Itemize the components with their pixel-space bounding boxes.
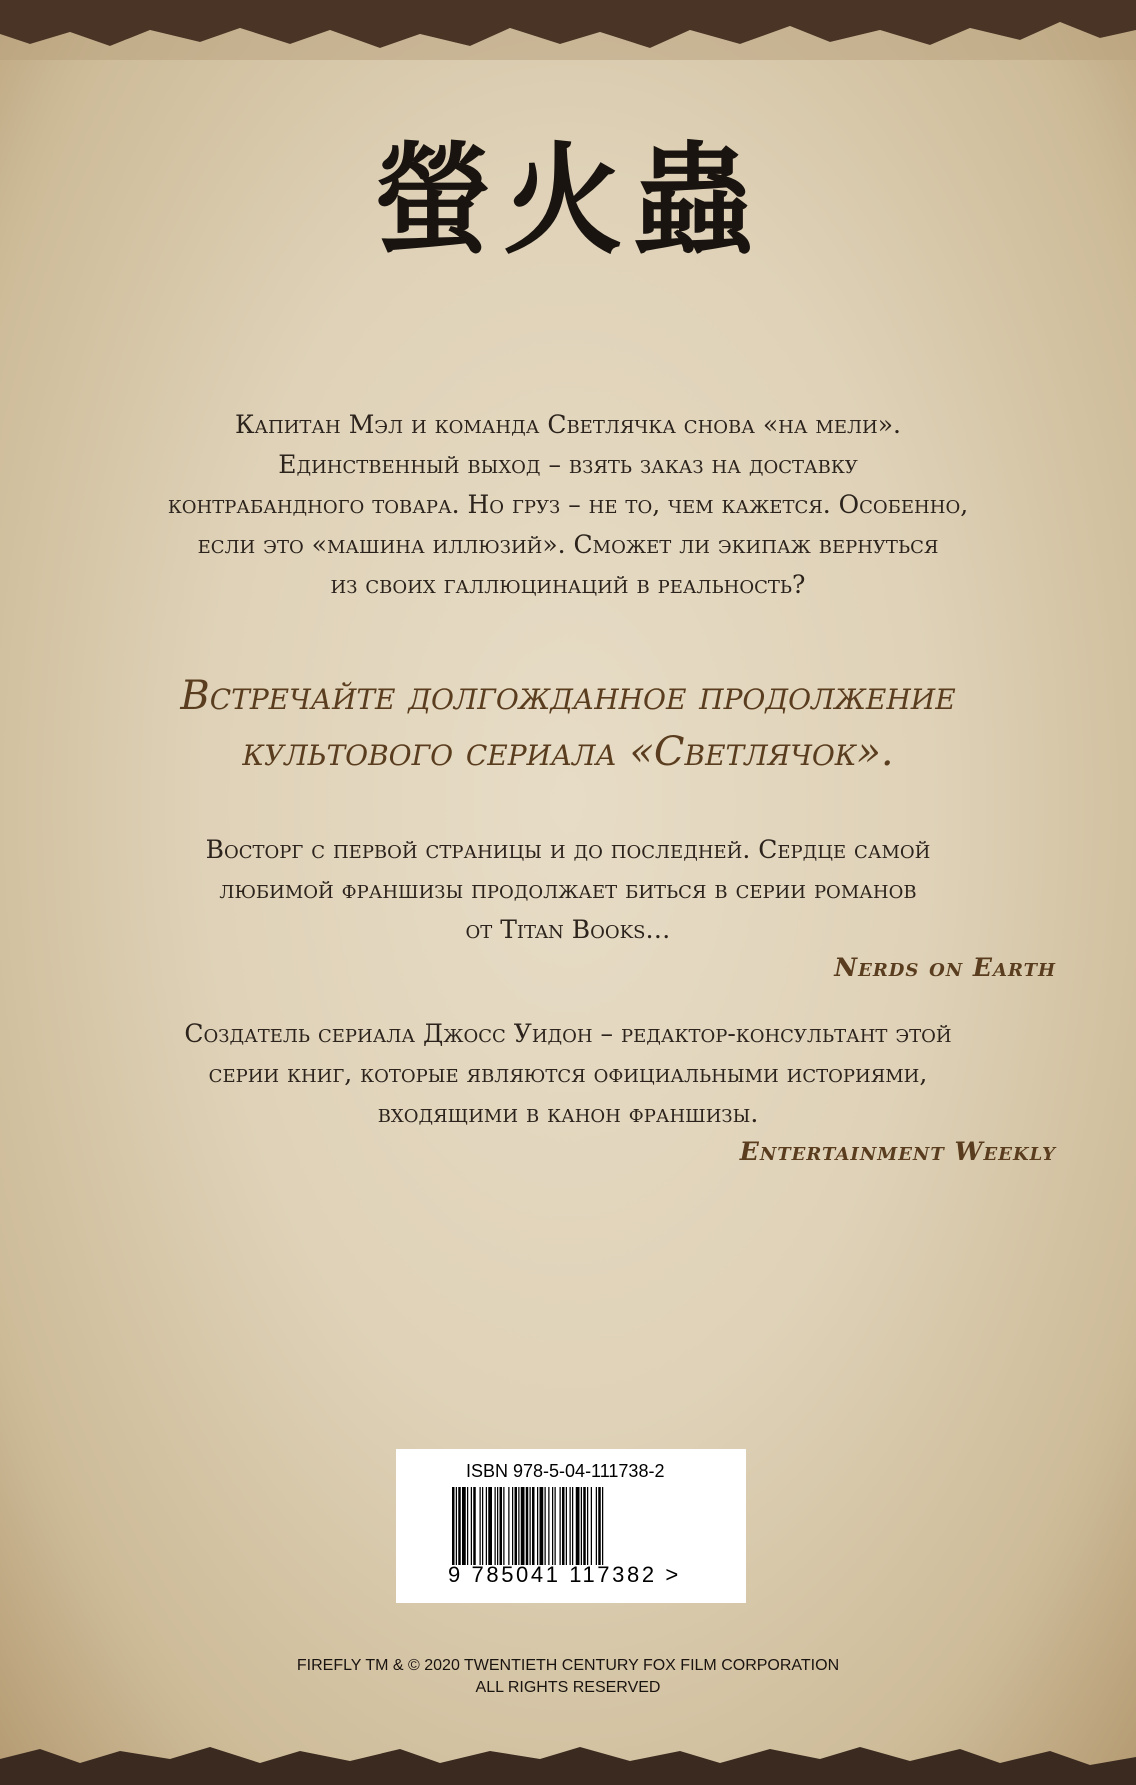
review-quote xyxy=(90,830,1046,950)
barcode-bar xyxy=(521,1487,525,1565)
barcode-bar xyxy=(581,1487,582,1565)
barcode-bar xyxy=(497,1487,498,1565)
barcode-bar xyxy=(555,1487,556,1565)
barcode-bar xyxy=(512,1487,513,1565)
barcode-bar xyxy=(530,1487,531,1565)
synopsis-text xyxy=(80,405,1056,605)
quote-line: Восторг с первой страницы и до последней. Сердце самой xyxy=(205,835,931,864)
review-source: Nerds on Earth xyxy=(834,953,1056,982)
barcode-bar xyxy=(587,1487,588,1565)
barcode-bar xyxy=(560,1487,561,1565)
barcode-bar xyxy=(486,1487,487,1565)
copyright-notice xyxy=(0,1655,1136,1699)
review-quote xyxy=(90,1014,1046,1134)
barcode-bar xyxy=(537,1487,538,1565)
copyright-line: ALL RIGHTS RESERVED xyxy=(475,1679,661,1696)
firefly-chinese-logo: 螢火蟲 xyxy=(373,132,763,271)
barcode-bar xyxy=(495,1487,496,1565)
isbn-barcode xyxy=(396,1449,746,1603)
quote-line: Создатель сериала Джосс Уидон – редактор-консультант этой xyxy=(184,1019,952,1048)
quote-line: входящими в канон франшизы. xyxy=(377,1099,759,1128)
barcode-bar xyxy=(458,1487,461,1565)
synopsis-line: Капитан Мэл и команда Светлячка снова «на мели». xyxy=(235,410,901,439)
barcode-digits: 9 785041 117382 > xyxy=(448,1562,681,1587)
barcode-bar xyxy=(552,1487,553,1565)
synopsis-line: если это «машина иллюзий». Сможет ли экипаж вернуться xyxy=(197,530,939,559)
tagline xyxy=(100,668,1036,780)
barcode-bar xyxy=(572,1487,573,1565)
barcode-bar xyxy=(602,1487,603,1565)
isbn-number: ISBN 978-5-04-111738-2 xyxy=(466,1461,665,1481)
barcode-bar xyxy=(482,1487,483,1565)
barcode-bars-icon xyxy=(452,1487,682,1565)
barcode-bar xyxy=(488,1487,492,1565)
tagline-line: культового сериала «Светлячок». xyxy=(242,729,894,775)
torn-top-edge xyxy=(0,0,1136,80)
barcode-bar xyxy=(480,1487,481,1565)
tagline-line: Встречайте долгожданное продолжение xyxy=(180,673,956,719)
barcode-bar xyxy=(583,1487,586,1565)
quote-line: от Titan Books… xyxy=(465,915,671,944)
barcode-bar xyxy=(467,1487,468,1565)
barcode-bar xyxy=(591,1487,592,1565)
synopsis-line: контрабандного товара. Но груз – не то, чем кажется. Особенно, xyxy=(167,490,969,519)
synopsis-line: из своих галлюцинаций в реальность? xyxy=(330,570,806,599)
barcode-bar xyxy=(540,1487,544,1565)
barcode-bar xyxy=(548,1487,549,1565)
barcode-bar xyxy=(503,1487,504,1565)
barcode-bar xyxy=(462,1487,466,1565)
quote-line: любимой франшизы продолжает биться в серии романов xyxy=(219,875,917,904)
barcode-bar xyxy=(598,1487,601,1565)
barcode-bar xyxy=(596,1487,597,1565)
barcode-bar xyxy=(532,1487,535,1565)
barcode-bar xyxy=(570,1487,571,1565)
barcode-bar xyxy=(473,1487,476,1565)
barcode-bar xyxy=(576,1487,580,1565)
barcode-bar xyxy=(500,1487,503,1565)
quote-line: серии книг, которые являются официальными историями, xyxy=(208,1059,928,1088)
torn-bottom-edge xyxy=(0,1735,1136,1785)
synopsis-line: Единственный выход – взять заказ на доставку xyxy=(278,450,858,479)
barcode-bar xyxy=(518,1487,519,1565)
barcode-bar xyxy=(566,1487,567,1565)
barcode-bar xyxy=(515,1487,518,1565)
copyright-line: FIREFLY TM & © 2020 TWENTIETH CENTURY FOX FILM CORPORATION xyxy=(296,1657,840,1674)
barcode-bar xyxy=(508,1487,509,1565)
barcode-bar xyxy=(452,1487,455,1565)
barcode-bar xyxy=(545,1487,546,1565)
barcode-bar xyxy=(456,1487,457,1565)
review-source: Entertainment Weekly xyxy=(739,1137,1056,1166)
barcode-bar xyxy=(562,1487,565,1565)
barcode-bar xyxy=(526,1487,529,1565)
barcode-bar xyxy=(471,1487,472,1565)
